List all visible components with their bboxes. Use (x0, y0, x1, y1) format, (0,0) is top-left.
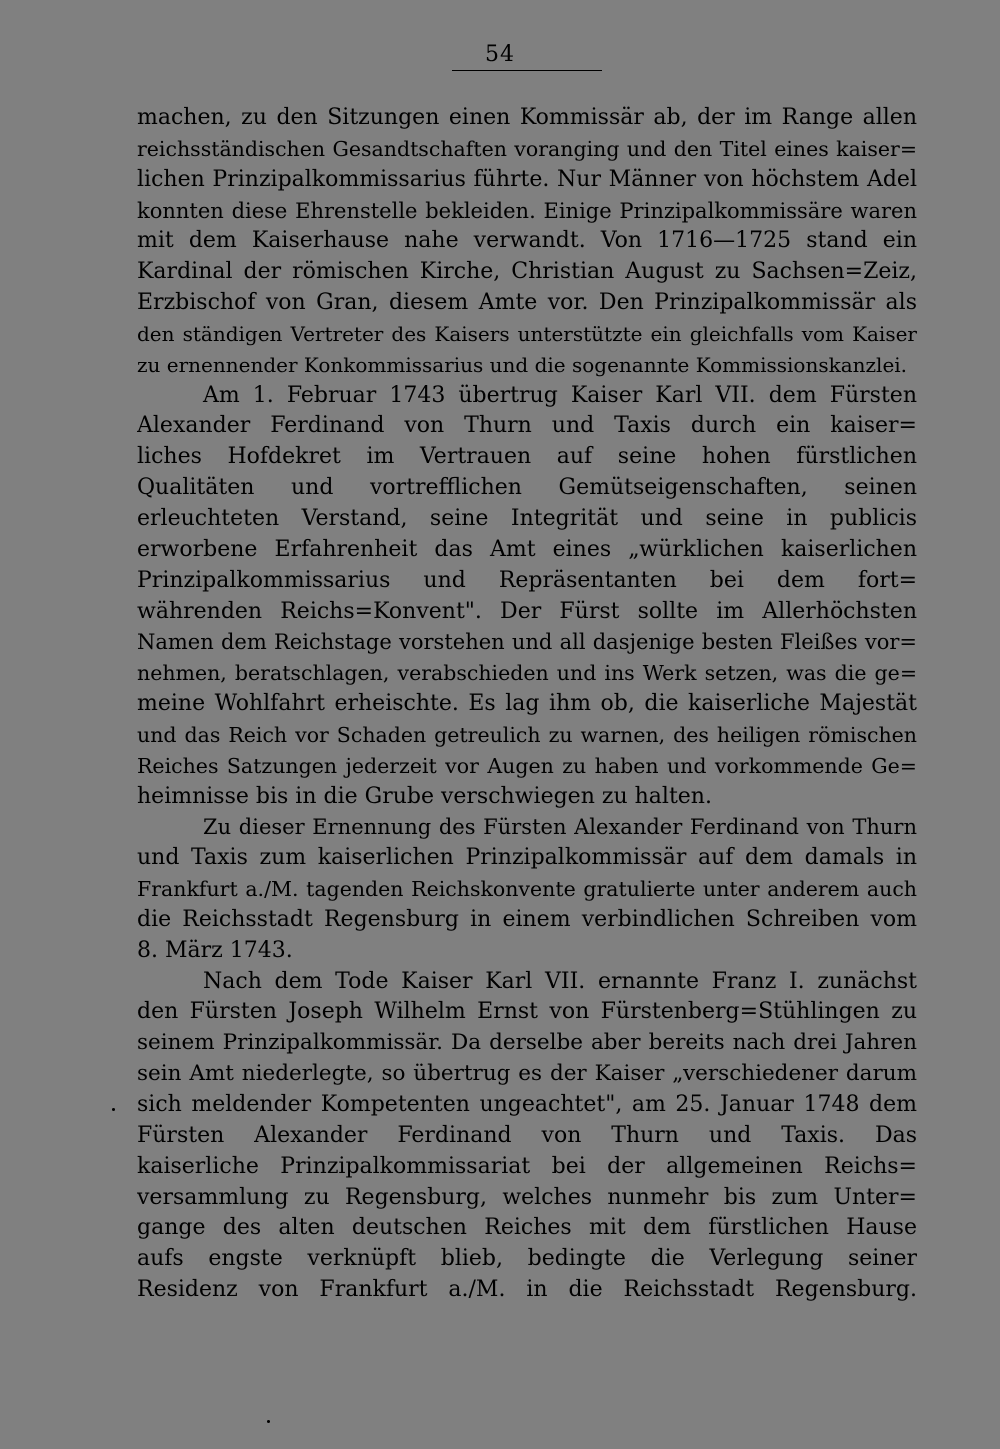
text-line: meine Wohlfahrt erheischte. Es lag ihm ob, die kaiserliche Majestät (137, 691, 917, 717)
text-line: erleuchteten Verstand, seine Integrität und seine in publicis (137, 505, 917, 531)
text-line: und Taxis zum kaiserlichen Prinzipalkommissär auf dem damals in (137, 845, 917, 871)
text-line: Nach dem Tode Kaiser Karl VII. ernannte Franz I. zunächst (203, 968, 917, 994)
text-line: Qualitäten und vortrefflichen Gemütseigenschaften, seinen (137, 475, 917, 501)
text-line: kaiserliche Prinzipalkommissariat bei der allgemeinen Reichs= (137, 1153, 917, 1179)
text-line: Reiches Satzungen jederzeit vor Augen zu haben und vorkommende Ge= (137, 753, 917, 778)
text-line: nehmen, beratschlagen, verabschieden und ins Werk setzen, was die ge= (137, 661, 917, 686)
text-line: und das Reich vor Schaden getreulich zu warnen, des heiligen römischen (137, 722, 917, 747)
text-line: Frankfurt a./M. tagenden Reichskonvente gratulierte unter anderem auch (137, 877, 917, 902)
text-line: zu ernennender Konkommissarius und die sogenannte Kommissionskanzlei. (137, 352, 908, 377)
text-line: konnten diese Ehrenstelle bekleiden. Einige Prinzipalkommissäre waren (137, 198, 917, 223)
text-line: die Reichsstadt Regensburg in einem verbindlichen Schreiben vom (137, 906, 917, 932)
text-line: versammlung zu Regensburg, welches nunmehr bis zum Unter= (137, 1184, 917, 1210)
text-line: gange des alten deutschen Reiches mit dem fürstlichen Hause (137, 1215, 917, 1241)
text-line: seinem Prinzipalkommissär. Da derselbe aber bereits nach drei Jahren (137, 1030, 917, 1056)
text-line: sich meldender Kompetenten ungeachtet", am 25. Januar 1748 dem (137, 1092, 917, 1117)
print-speck (267, 1420, 270, 1423)
text-line: währenden Reichs=Konvent". Der Fürst sollte im Allerhöchsten (137, 598, 917, 624)
text-line: Prinzipalkommissarius und Repräsentanten bei dem fort= (137, 567, 917, 593)
text-line: Am 1. Februar 1743 übertrug Kaiser Karl VII. dem Fürsten (203, 382, 917, 408)
text-line: 8. März 1743. (137, 937, 293, 963)
page-number: 54 (485, 42, 515, 67)
text-line: Namen dem Reichstage vorstehen und all dasjenige besten Fleißes vor= (137, 630, 917, 655)
text-line: Erzbischof von Gran, diesem Amte vor. Den Prinzipalkommissär als (137, 290, 917, 316)
text-line: mit dem Kaiserhause nahe verwandt. Von 1716—1725 stand ein (137, 228, 917, 254)
text-line: Kardinal der römischen Kirche, Christian August zu Sachsen=Zeiz, (137, 259, 917, 285)
body-text (137, 103, 917, 1306)
text-line: aufs engste verknüpft blieb, bedingte die Verlegung seiner (137, 1246, 917, 1272)
text-line: Alexander Ferdinand von Thurn und Taxis durch ein kaiser= (137, 413, 917, 439)
text-line: sein Amt niederlegte, so übertrug es der Kaiser „verschiedener darum (137, 1061, 917, 1087)
text-line: Fürsten Alexander Ferdinand von Thurn und Taxis. Das (137, 1122, 917, 1148)
text-line: heimnisse bis in die Grube verschwiegen zu halten. (137, 783, 712, 809)
text-line: den Fürsten Joseph Wilhelm Ernst von Fürstenberg=Stühlingen zu (137, 999, 917, 1025)
print-speck (112, 1108, 115, 1111)
text-line: Residenz von Frankfurt a./M. in die Reichsstadt Regensburg. (137, 1277, 917, 1303)
text-line: liches Hofdekret im Vertrauen auf seine hohen fürstlichen (137, 444, 917, 470)
text-line: machen, zu den Sitzungen einen Kommissär ab, der im Range allen (137, 105, 917, 130)
text-line: den ständigen Vertreter des Kaisers unterstützte ein gleichfalls vom Kaiser (137, 321, 917, 346)
text-line: erworbene Erfahrenheit das Amt eines „würklichen kaiserlichen (137, 536, 917, 562)
text-line: Zu dieser Ernennung des Fürsten Alexander Ferdinand von Thurn (203, 815, 917, 840)
text-line: lichen Prinzipalkommissarius führte. Nur Männer von höchstem Adel (137, 166, 917, 192)
header-rule (452, 70, 602, 71)
text-line: reichsständischen Gesandtschaften voranging und den Titel eines kaiser= (137, 136, 917, 161)
